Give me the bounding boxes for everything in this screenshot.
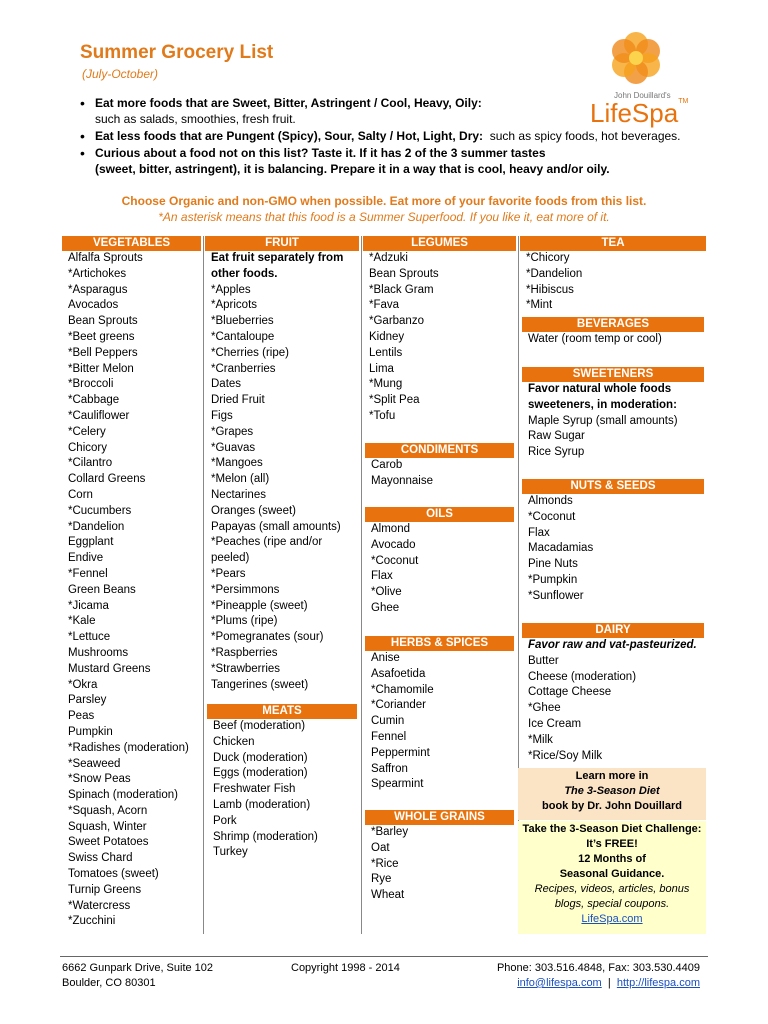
dairy-item: Ice Cream [528, 717, 582, 730]
page-subtitle: (July-October) [82, 67, 159, 81]
legumes-item: *Black Gram [369, 283, 434, 296]
notice-asterisk: *An asterisk means that this food is a Summer Superfood. If you like it, eat more of it. [158, 210, 610, 224]
book-title: The 3-Season Diet [564, 785, 660, 797]
vegetables-item: Spinach (moderation) [68, 789, 178, 802]
sweeteners-item: Rice Syrup [528, 446, 585, 459]
address-line: 6662 Gunpark Drive, Suite 102 [62, 962, 214, 974]
vegetables-item: *Beet greens [68, 330, 135, 343]
meats-item: Eggs (moderation) [213, 767, 308, 780]
website-link[interactable]: http://lifespa.com [616, 977, 700, 989]
vegetables-item: Turnip Greens [68, 883, 142, 896]
address-line: Boulder, CO 80301 [62, 977, 156, 989]
meats-list [207, 719, 357, 861]
lifespa-link[interactable]: LifeSpa.com [581, 913, 643, 925]
vegetables-item: *Okra [68, 678, 98, 691]
fruit-item: Nectarines [211, 488, 266, 501]
tea-list [520, 251, 706, 314]
vegetables-item: *Artichokes [68, 267, 127, 280]
grains-section [365, 810, 514, 904]
link-divider: | [607, 977, 611, 989]
nuts-item: *Pumpkin [528, 573, 578, 586]
fruit-item: *Apples [211, 283, 251, 296]
meats-item: Lamb (moderation) [213, 798, 311, 811]
oils-item: Ghee [371, 601, 400, 614]
nuts-item: *Sunflower [528, 589, 584, 602]
book-promo-line: book by Dr. John Douillard [542, 800, 682, 812]
herbs-item: Cumin [371, 715, 405, 728]
grains-item: Rye [371, 873, 392, 886]
legumes-item: Bean Sprouts [369, 267, 439, 280]
vegetables-item: *Bell Peppers [68, 346, 138, 359]
herbs-item: Anise [371, 652, 400, 664]
fruit-item: *Apricots [211, 299, 258, 312]
oils-item: *Olive [371, 586, 402, 599]
beverages-section [522, 317, 704, 348]
fruit-item: Papayas (small amounts) [211, 520, 341, 533]
vegetables-item: *Celery [68, 425, 106, 438]
footer-divider [60, 956, 708, 957]
legumes-item: *Fava [369, 299, 400, 312]
tea-item: *Hibiscus [526, 283, 574, 296]
oils-item: Almond [371, 523, 410, 535]
sweeteners-note: sweeteners, in moderation: [528, 398, 677, 411]
herbs-list [365, 651, 514, 793]
page-title: Summer Grocery List [80, 42, 274, 63]
sweeteners-header: SWEETENERS [522, 367, 704, 382]
herbs-item: Spearmint [371, 778, 424, 791]
fruit-item: *Strawberries [211, 662, 281, 675]
dairy-item: *Ghee [528, 702, 561, 715]
notice-organic: Choose Organic and non-GMO when possible. Eat more of your favorite foods from this list. [121, 194, 647, 208]
fruit-item: Oranges (sweet) [211, 504, 297, 517]
challenge-promo [518, 821, 706, 934]
condiments-section [365, 443, 514, 490]
legumes-item: *Garbanzo [369, 315, 424, 328]
logo-brand: LifeSpa™ [590, 98, 689, 128]
fruit-item: *Mangoes [211, 457, 263, 470]
vegetables-item: *Jicama [68, 599, 109, 612]
meats-item: Duck (moderation) [213, 751, 308, 764]
vegetables-item: Chicory [68, 441, 107, 454]
vegetables-item: Endive [68, 552, 104, 565]
herbs-item: *Coriander [371, 699, 426, 712]
condiments-header: CONDIMENTS [365, 443, 514, 458]
fruit-item: *Guavas [211, 441, 256, 454]
vegetables-item: *Bitter Melon [68, 362, 134, 375]
vegetables-item: *Broccoli [68, 378, 114, 391]
fruit-item: *Pears [211, 567, 246, 580]
fruit-item: *Peaches (ripe and/or peeled) [211, 536, 323, 565]
nuts-header: NUTS & SEEDS [522, 479, 704, 494]
vegetables-item: *Cilantro [68, 457, 113, 470]
legumes-item: Kidney [369, 330, 405, 343]
vegetables-header: VEGETABLES [62, 236, 201, 251]
vegetables-item: Corn [68, 488, 93, 501]
column-divider [203, 236, 204, 934]
vegetables-item: Bean Sprouts [68, 315, 138, 328]
meats-item: Chicken [213, 735, 255, 748]
legumes-item: *Tofu [369, 409, 396, 422]
vegetables-item: *Zucchini [68, 915, 116, 928]
tea-header: TEA [520, 236, 706, 251]
logo-byline: John Douillard's [614, 91, 671, 100]
grains-item: *Barley [371, 826, 409, 838]
phone-fax: Phone: 303.516.4848, Fax: 303.530.4409 [496, 962, 700, 974]
condiments-item: Mayonnaise [371, 474, 434, 487]
vegetables-list [62, 251, 201, 930]
herbs-item: Fennel [371, 730, 407, 743]
fruit-item: *Grapes [211, 425, 254, 438]
vegetables-item: Squash, Winter [68, 820, 147, 833]
meats-item: Freshwater Fish [213, 783, 296, 796]
legumes-column [363, 236, 516, 934]
dairy-item: *Rice/Soy Milk [528, 749, 603, 762]
fruit-item: *Cherries (ripe) [211, 346, 289, 359]
legumes-item: Lima [369, 362, 394, 375]
fruit-item: *Cranberries [211, 362, 276, 375]
fruit-item: *Blueberries [211, 315, 274, 328]
dairy-item: Cheese (moderation) [528, 670, 637, 683]
fruit-item: *Persimmons [211, 583, 280, 596]
vegetables-item: Pumpkin [68, 725, 113, 738]
column-divider [361, 236, 362, 934]
tea-item: *Dandelion [526, 267, 583, 280]
vegetables-item: Alfalfa Sprouts [68, 252, 143, 264]
grains-header: WHOLE GRAINS [365, 810, 514, 825]
meats-section [207, 704, 357, 861]
vegetables-item: *Lettuce [68, 631, 111, 644]
vegetables-item: Swiss Chard [68, 852, 133, 865]
oils-item: Flax [371, 570, 393, 583]
vegetables-item: *Asparagus [68, 283, 128, 296]
oils-header: OILS [365, 507, 514, 522]
grains-item: Oat [371, 841, 390, 854]
guidance-item: • Curious about a food not on this list? Taste it. If it has 2 of the 3 summer tastes (sweet, bitter, astringent), it is balancing. Prepare it in a way that is cool, heavy and/or oily. [80, 145, 720, 177]
fruit-item: *Pomegranates (sour) [211, 631, 324, 644]
footer-address [62, 961, 213, 991]
legumes-list [363, 251, 516, 425]
sweeteners-item: Maple Syrup (small amounts) [528, 414, 678, 427]
meats-item: Turkey [213, 846, 248, 859]
dairy-section [522, 623, 704, 764]
meats-header: MEATS [207, 704, 357, 719]
sweeteners-section [522, 367, 704, 461]
vegetables-item: Avocados [68, 299, 119, 312]
grains-item: Wheat [371, 889, 405, 902]
sweeteners-list [522, 382, 704, 461]
herbs-item: Saffron [371, 762, 408, 775]
legumes-item: *Mung [369, 378, 403, 391]
challenge-title: Take the 3-Season Diet Challenge: [522, 823, 702, 835]
challenge-detail: blogs, special coupons. [554, 898, 670, 910]
email-link[interactable]: info@lifespa.com [517, 977, 602, 989]
vegetables-item: *Squash, Acorn [68, 804, 148, 817]
dairy-header: DAIRY [522, 623, 704, 638]
vegetables-item: *Cauliflower [68, 409, 130, 422]
footer-copyright: Copyright 1998 - 2014 [291, 962, 400, 974]
oils-item: Avocado [371, 538, 416, 551]
sweeteners-note: Favor natural whole foods [528, 383, 672, 395]
fruit-item: Dates [211, 378, 242, 391]
challenge-free: It’s FREE! [586, 838, 638, 850]
sweeteners-item: Raw Sugar [528, 430, 585, 443]
vegetables-item: *Kale [68, 615, 96, 628]
fruit-item: Figs [211, 409, 233, 422]
dairy-item: Cottage Cheese [528, 686, 612, 699]
tea-item: *Mint [526, 299, 553, 312]
fruit-header: FRUIT [205, 236, 359, 251]
dairy-note: Favor raw and vat-pasteurized. [528, 639, 697, 651]
vegetables-item: Mustard Greens [68, 662, 151, 675]
tea-item: *Chicory [526, 252, 570, 264]
nuts-item: *Coconut [528, 510, 576, 523]
oils-item: *Coconut [371, 554, 419, 567]
grains-item: *Rice [371, 857, 399, 870]
vegetables-item: Collard Greens [68, 473, 146, 486]
fruit-note: Eat fruit separately from [211, 252, 344, 264]
vegetables-item: *Cucumbers [68, 504, 132, 517]
vegetables-item: Tomatoes (sweet) [68, 868, 159, 881]
vegetables-item: Green Beans [68, 583, 136, 596]
legumes-header: LEGUMES [363, 236, 516, 251]
guidance-list [80, 95, 720, 178]
vegetables-item: *Cabbage [68, 394, 120, 407]
vegetables-item: *Snow Peas [68, 773, 131, 786]
beverages-header: BEVERAGES [522, 317, 704, 332]
condiments-list [365, 458, 514, 490]
herbs-item: Peppermint [371, 746, 430, 759]
dairy-item: *Milk [528, 733, 553, 746]
legumes-item: Lentils [369, 346, 403, 359]
legumes-item: *Split Pea [369, 394, 420, 407]
condiments-item: Carob [371, 459, 403, 471]
nuts-item: Macadamias [528, 542, 594, 555]
fruit-item: Dried Fruit [211, 394, 265, 407]
nuts-item: Pine Nuts [528, 558, 578, 571]
fruit-item: *Raspberries [211, 646, 278, 659]
nuts-item: Almonds [528, 495, 573, 507]
vegetables-item: Mushrooms [68, 646, 129, 659]
oils-section [365, 507, 514, 617]
legumes-item: *Adzuki [369, 252, 408, 264]
challenge-line: Seasonal Guidance. [559, 868, 665, 880]
fruit-note: other foods. [211, 267, 278, 280]
grains-list [365, 825, 514, 904]
beverages-list [522, 332, 704, 348]
nuts-section [522, 479, 704, 605]
vegetables-item: *Fennel [68, 567, 108, 580]
dairy-item: Butter [528, 654, 559, 667]
vegetables-item: Parsley [68, 694, 107, 707]
fruit-item: *Plums (ripe) [211, 615, 278, 628]
meats-item: Shrimp (moderation) [213, 830, 318, 843]
vegetables-item: *Seaweed [68, 757, 121, 770]
beverages-item: Water (room temp or cool) [528, 333, 662, 345]
vegetables-column [62, 236, 201, 934]
fruit-item: *Melon (all) [211, 473, 270, 486]
book-promo-line: Learn more in [575, 770, 649, 782]
vegetables-item: *Watercress [68, 899, 131, 912]
dairy-list [522, 638, 704, 764]
meats-item: Pork [213, 814, 237, 827]
vegetables-item: *Radishes (moderation) [68, 741, 189, 754]
fruit-column [205, 236, 359, 934]
guidance-item: • Eat less foods that are Pungent (Spicy), Sour, Salty / Hot, Light, Dry: such as spicy foods, hot beverages. [80, 128, 720, 144]
oils-list [365, 522, 514, 617]
footer-contact [497, 961, 700, 991]
fruit-item: *Pineapple (sweet) [211, 599, 308, 612]
fruit-item: Tangerines (sweet) [211, 678, 309, 691]
herbs-item: Asafoetida [371, 667, 426, 680]
nuts-item: Flax [528, 526, 550, 539]
vegetables-item: Sweet Potatoes [68, 836, 149, 849]
herbs-item: *Chamomile [371, 683, 434, 696]
book-promo [518, 768, 706, 820]
vegetables-item: Peas [68, 710, 95, 723]
nuts-list [522, 494, 704, 605]
fruit-list [205, 251, 359, 693]
herbs-section [365, 636, 514, 793]
vegetables-item: Eggplant [68, 536, 114, 549]
challenge-detail: Recipes, videos, articles, bonus [534, 883, 690, 895]
fruit-item: *Cantaloupe [211, 330, 275, 343]
challenge-line: 12 Months of [578, 853, 646, 865]
notice [60, 193, 708, 225]
meats-item: Beef (moderation) [213, 720, 306, 732]
vegetables-item: *Dandelion [68, 520, 125, 533]
guidance-item: • Eat more foods that are Sweet, Bitter, Astringent / Cool, Heavy, Oily: such as salads, smoothies, fresh fruit. [80, 95, 720, 127]
herbs-header: HERBS & SPICES [365, 636, 514, 651]
